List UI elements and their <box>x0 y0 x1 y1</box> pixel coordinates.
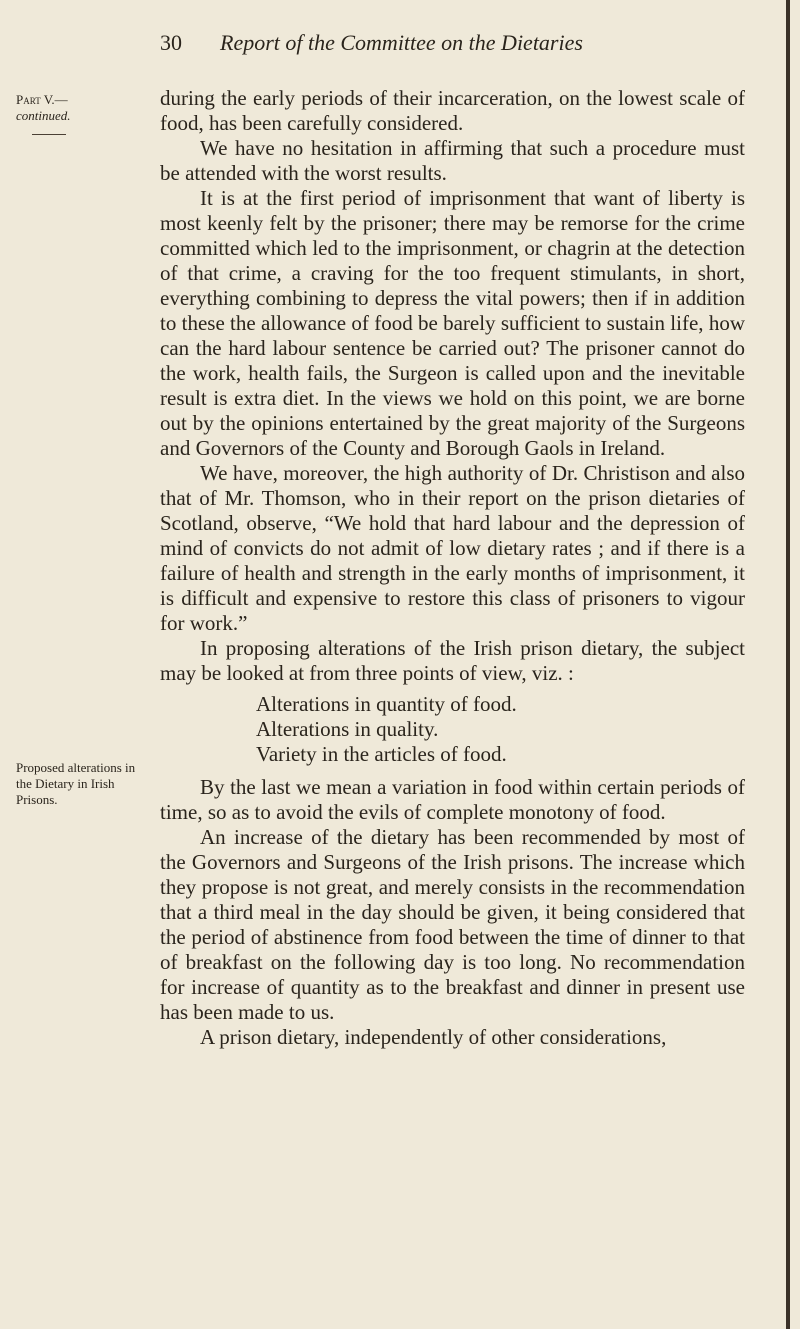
body-text <box>160 86 745 1050</box>
paragraph-3: It is at the first period of imprisonment that want of liberty is most keenly felt by the prisoner; there may be remorse for the crime committed which led to the imprisonment, or chagrin at the detection of that crime, a craving for the too frequent stimulants, in short, everything combining to depress the vital powers; then if in addition to these the allowance of food be barely sufficient to sustain life, how can the hard labour sentence be carried out? The prisoner cannot do the work, health fails, the Surgeon is called upon and the inevitable result is extra diet. In the views we hold on this point, we are borne out by the opinions entertained by the great majority of the Surgeons and Governors of the County and Borough Gaols in Ireland. <box>160 186 745 460</box>
page-number: 30 <box>160 30 182 55</box>
margin-note-proposed: Proposed alterations in the Dietary in Irish Prisons. <box>16 760 136 807</box>
alterations-list <box>256 692 745 767</box>
list-item: Alterations in quantity of food. <box>256 692 517 716</box>
list-item: Variety in the articles of food. <box>256 742 507 766</box>
paragraph-8: A prison dietary, independently of other considerations, <box>200 1025 667 1049</box>
part-label: Part V.— <box>16 92 68 107</box>
margin-rule <box>32 134 66 135</box>
paragraph-6: By the last we mean a variation in food within certain periods of time, so as to avoid the evils of complete monotony of food. <box>160 775 745 824</box>
running-title: Report of the Committee on the Dietaries <box>220 30 583 55</box>
list-item: Alterations in quality. <box>256 717 439 741</box>
margin-note-part <box>16 92 136 135</box>
paragraph-4: We have, moreover, the high authority of Dr. Christison and also that of Mr. Thomson, who in their report on the prison dietaries of Scotland, observe, “We hold that hard labour and the depression of mind of convicts do not admit of low dietary rates ; and if there is a failure of health and strength in the early months of imprisonment, it is difficult and expensive to restore this class of prisoners to vigour for work.” <box>160 461 745 635</box>
paragraph-7: An increase of the dietary has been recommended by most of the Governors and Surgeons of the Irish prisons. The increase which they propose is not great, and merely consists in the recommendation that a third meal in the day should be given, it being considered that the period of abstinence from food between the time of dinner to that of breakfast on the following day is too long. No recommendation for increase of quantity as to the breakfast and dinner in present use has been made to us. <box>160 825 745 1024</box>
paragraph-1: during the early periods of their incarceration, on the lowest scale of food, has been carefully considered. <box>160 86 745 135</box>
paragraph-2: We have no hesitation in affirming that such a procedure must be attended with the worst results. <box>160 136 745 185</box>
part-continued-label: continued. <box>16 108 71 123</box>
page-edge-shadow <box>786 0 790 1329</box>
paragraph-5: In proposing alterations of the Irish prison dietary, the subject may be looked at from three points of view, viz. : <box>160 636 745 685</box>
